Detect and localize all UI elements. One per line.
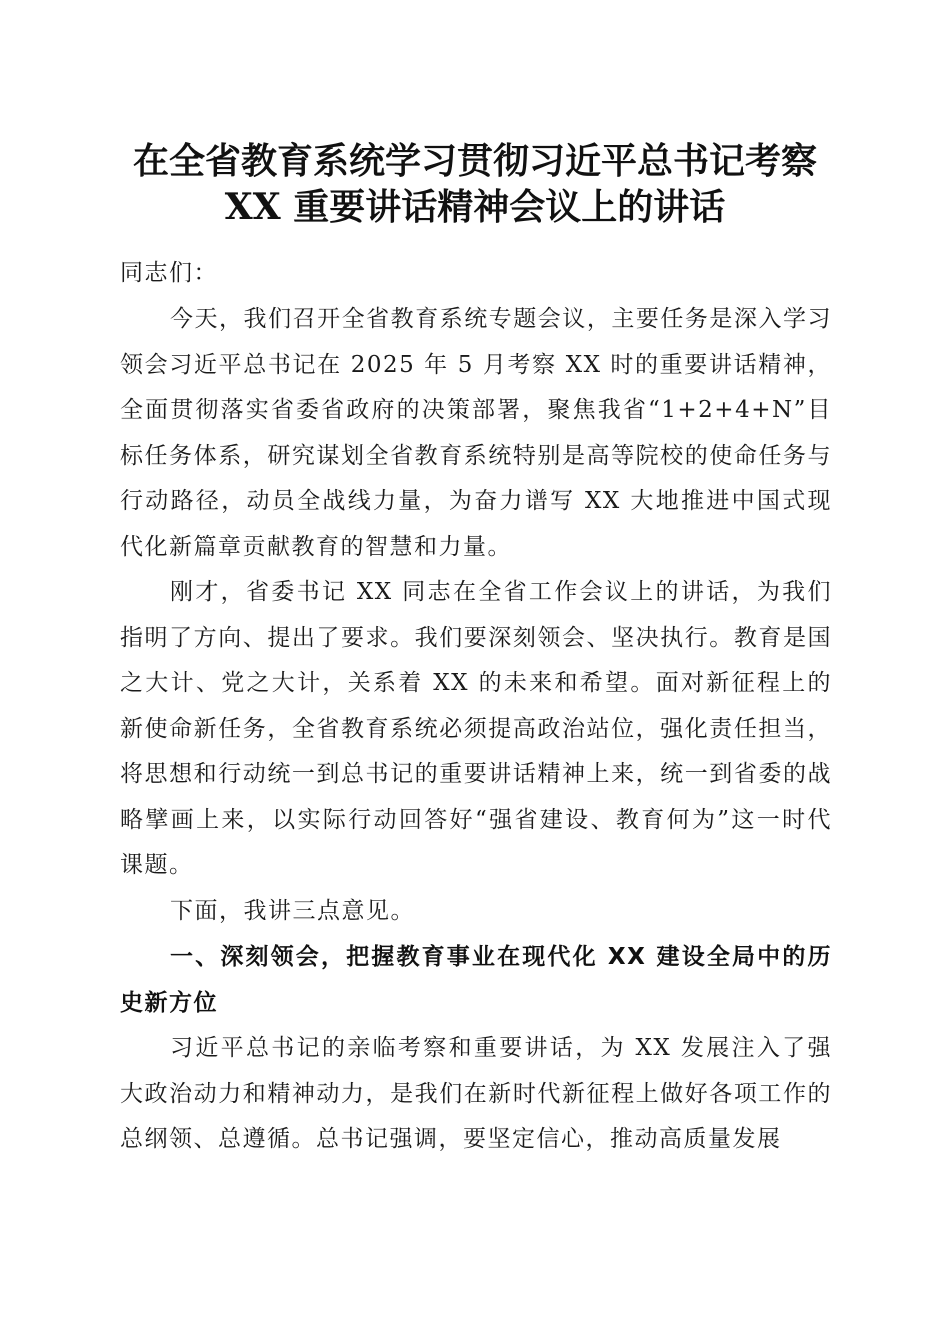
paragraph-direction: 刚才，省委书记 XX 同志在全省工作会议上的讲话，为我们指明了方向、提出了要求。我们要深刻领会、坚决执行。教育是国之大计、党之大计，关系着 XX 的未来和希望。面对新征程上的新使命新任务，全省教育系统必须提高政治站位，强化责任担当，将思想和行动统一到总书记的重要讲话精神上来，统一到省委的战略擘画上来，以实际行动回答好“强省建设、教育何为”这一时代课题。 [120,579,832,878]
section-heading-1: 一、深刻领会，把握教育事业在现代化 XX 建设全局中的历史新方位 [120,944,832,1016]
salutation: 同志们： [120,260,218,286]
document-title-line-2: XX 重要讲话精神会议上的讲话 [224,186,726,228]
document-title-line-1: 在全省教育系统学习贯彻习近平总书记考察 [132,140,817,182]
paragraph-three-points: 下面，我讲三点意见。 [170,898,415,924]
paragraph-section-1: 习近平总书记的亲临考察和重要讲话，为 XX 发展注入了强大政治动力和精神动力，是我们在新时代新征程上做好各项工作的总纲领、总遵循。总书记强调，要坚定信心，推动高质量发展 [120,1035,832,1152]
paragraph-intro: 今天，我们召开全省教育系统专题会议，主要任务是深入学习领会习近平总书记在 2025 年 5 月考察 XX 时的重要讲话精神，全面贯彻落实省委省政府的决策部署，聚焦我省“1+2+4+N”目标任务体系，研究谋划全省教育系统特别是高等院校的使命任务与行动路径，动员全战线力量，为奋力谱写 XX 大地推进中国式现代化新篇章贡献教育的智慧和力量。 [120,306,832,560]
